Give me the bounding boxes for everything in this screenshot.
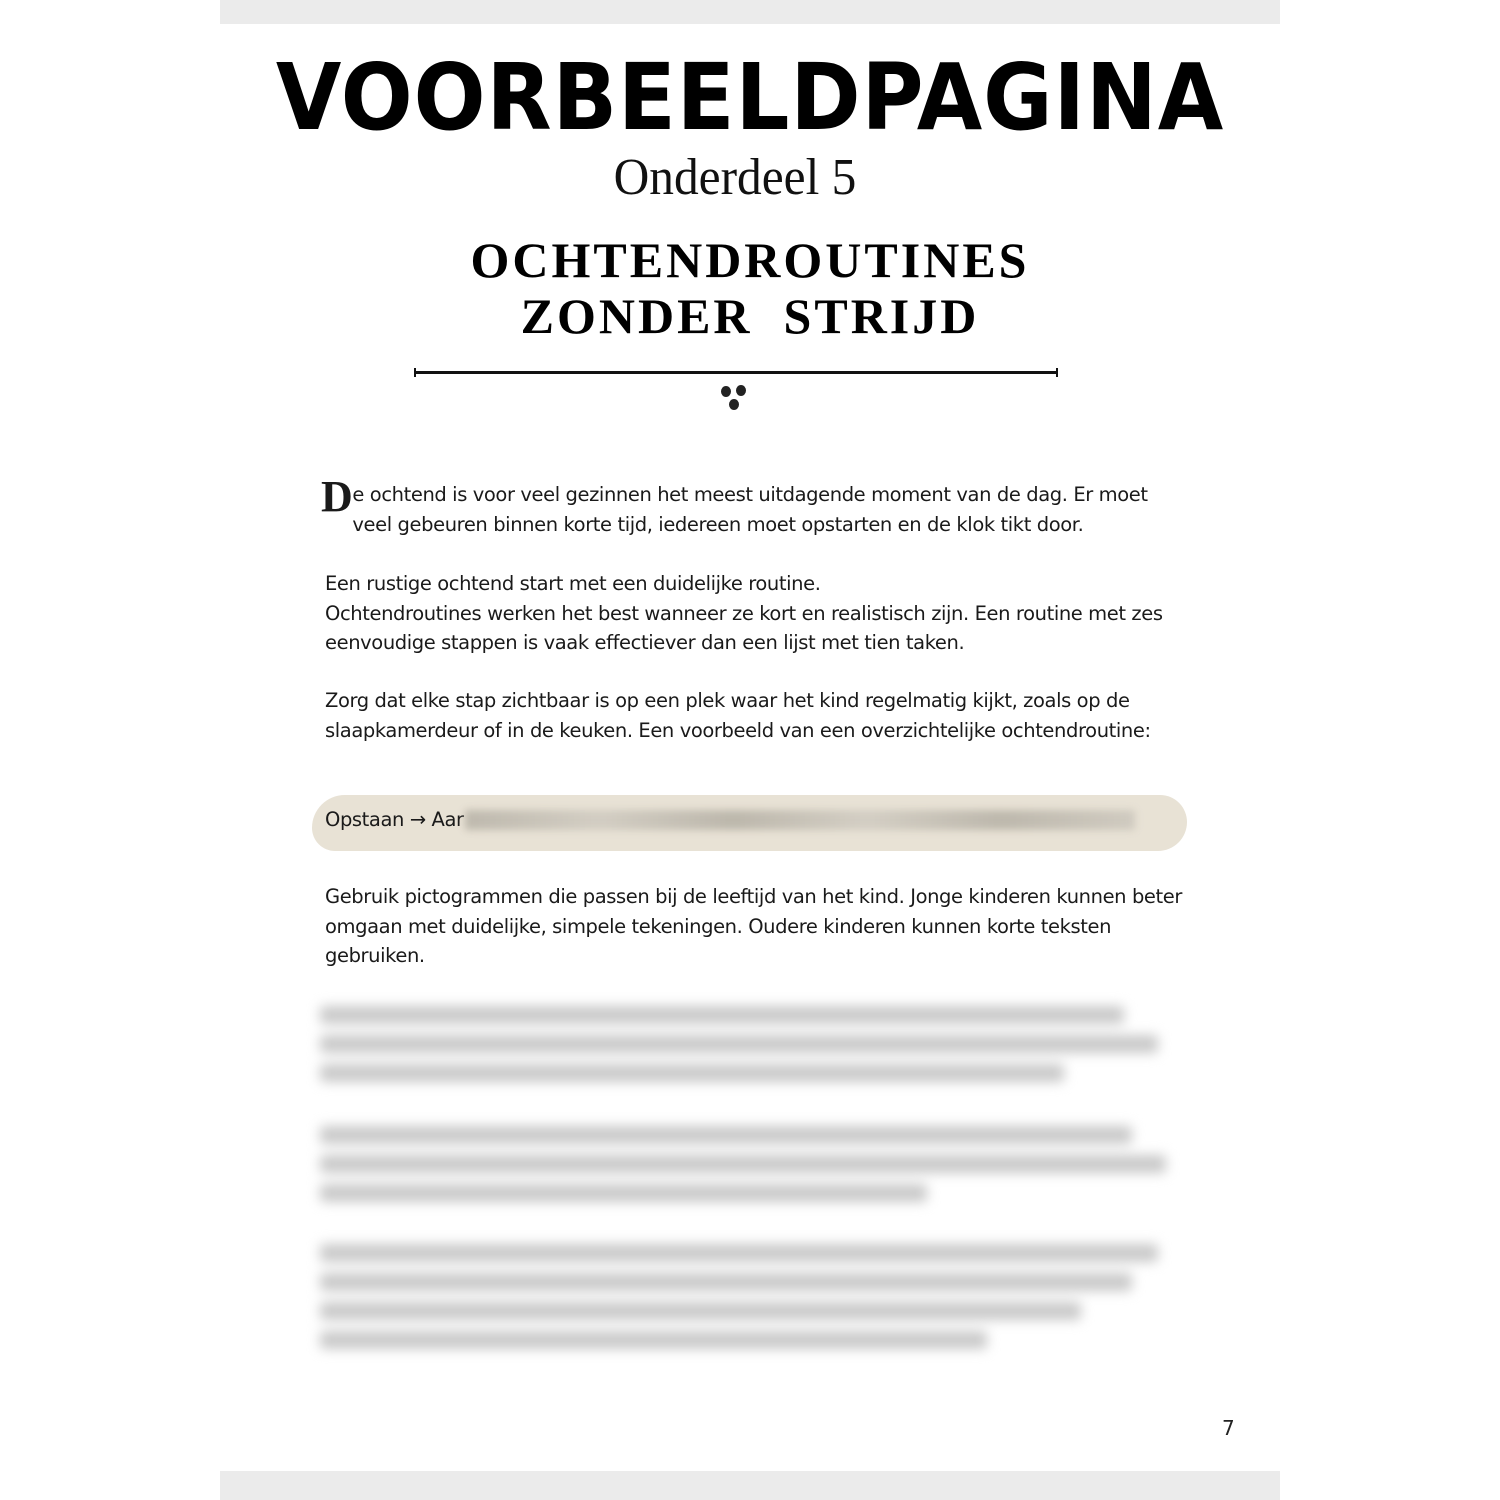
chapter-title-line2: ZONDER STRIJD: [520, 288, 980, 344]
paragraph-intro: [321, 472, 1185, 539]
paragraph-intro-text: e ochtend is voor veel gezinnen het meest uitdagende moment van de dag. Er moet veel gebeuren binnen korte tijd, iedereen moet opstarten en de klok tikt door.: [352, 483, 1148, 536]
paragraph-routine: [325, 569, 1185, 658]
chapter-title-line1: OCHTENDROUTINES: [470, 232, 1030, 288]
paragraph-routine-line1: Een rustige ochtend start met een duidelijke routine.: [325, 572, 821, 595]
drop-cap: D: [321, 472, 353, 521]
paragraph-visibility: Zorg dat elke stap zichtbaar is op een plek waar het kind regelmatig kijkt, zoals op de slaapkamerdeur of in de keuken. Een voorbeeld van een overzichtelijke ochtendroutine:: [325, 689, 1151, 742]
divider-tip-right: [1056, 368, 1058, 377]
divider-tip-left: [414, 368, 416, 377]
routine-steps-text: Opstaan → Aar: [325, 808, 464, 831]
blurred-paragraph-3: [320, 1233, 1175, 1360]
page-edge-top: [220, 0, 1280, 24]
blurred-paragraph-1: [320, 995, 1175, 1093]
page-number: 7: [1222, 1416, 1235, 1440]
paragraph-routine-line2: Ochtendroutines werken het best wanneer ze kort en realistisch zijn. Een routine met zes eenvoudige stappen is vaak effectiever dan een lijst met tien taken.: [325, 601, 1163, 654]
blurred-routine-steps: [465, 810, 1135, 830]
section-subtitle: Onderdeel 5: [613, 149, 857, 206]
three-dots-ornament-icon: [719, 384, 749, 412]
paragraph-pictograms: Gebruik pictogrammen die passen bij de leeftijd van het kind. Jonge kinderen kunnen beter omgaan met duidelijke, simpele tekeningen. Oudere kinderen kunnen korte teksten gebruiken.: [325, 885, 1182, 967]
chapter-title: [0, 232, 1500, 344]
page-edge-bottom: [220, 1471, 1280, 1500]
ornamental-divider: [414, 371, 1058, 374]
watermark-title: VOORBEELDPAGINA: [275, 44, 1225, 151]
blurred-paragraph-2: [320, 1115, 1175, 1213]
